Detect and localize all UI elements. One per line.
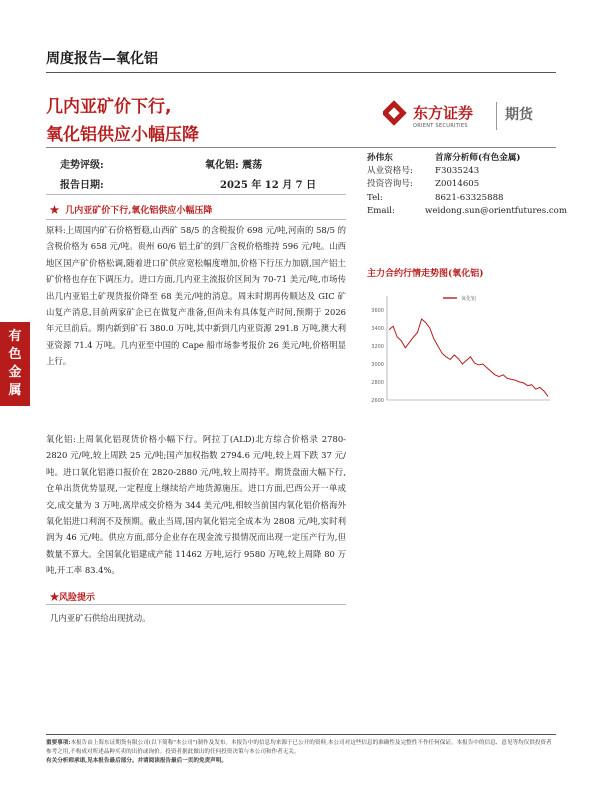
alumina-paragraph: 氧化铝:上周氧化铝现货价格小幅下行。阿拉丁(ALD)北方综合价格录 2780-2820 元/吨,较上周跌 25 元/吨;国产加权指数 2794.6 元/吨,较上周下跌 37 元/吨。进口氧化铝港口报价在 2820-2880 元/吨,较上周持平。期货盘面大幅下行,仓单出货优势显现,一定程度上继续给产地货源施压。进口方面,巴西公开一单成交,成交量为 3 万吨,离岸成交价格为 344 美元/吨,相较当前国内氧化铝价格海外氧化铝进口利润不及预期。截止当周,国内氧化铝完全成本为 2808 元/吨,实时利润为 46 元/吨。供应方面,部分企业存在现金流亏损情况而出现一定压产行为,但数量不算大。全国氧化铝建成产能 11462 万吨,运行 9580 万吨,较上周降 80 万吨,开工率 83.4%。 (46, 434, 346, 576)
y-tick-label: 3200 (371, 344, 384, 350)
risk-heading (50, 590, 95, 603)
side-tab-char: 色 (8, 347, 22, 362)
section-rule (46, 219, 346, 220)
logo-company-name: 东方证券 (413, 104, 474, 122)
logo-division: 期货 (505, 107, 533, 123)
side-tab-char: 金 (8, 365, 22, 380)
risk-title: 风险提示 (59, 593, 96, 603)
side-tab-char: 有 (8, 329, 22, 344)
cert-label: 从业资格号: (367, 166, 413, 177)
footer-label: 重要事项: (46, 740, 71, 746)
chart-title: 主力合约行情走势图(氧化铝) (367, 269, 484, 279)
date-label: 报告日期: (60, 180, 104, 191)
meta-rule (46, 194, 346, 195)
side-tab-char: 属 (8, 383, 22, 398)
logo-english-name: ORIENT SECURITIES (413, 123, 468, 129)
category-side-tab (0, 322, 30, 406)
star-icon: ★ (50, 206, 60, 216)
footer-divider (46, 734, 556, 735)
risk-rule (46, 604, 346, 605)
star-icon: ★ (50, 593, 60, 603)
legend-label: 氧化铝 (461, 296, 477, 302)
disclaimer-footer (46, 739, 556, 767)
y-tick-label: 3400 (371, 326, 384, 332)
chart-series-line (389, 319, 548, 396)
orient-logo-icon (383, 96, 573, 140)
advisory-label: 投资咨询号: (367, 179, 413, 190)
analyst-role: 首席分析师(有色金属) (435, 153, 521, 163)
report-date: 2025 年 12 月 7 日 (220, 180, 317, 191)
risk-text: 几内亚矿石供给出现扰动。 (50, 613, 151, 623)
y-tick-label: 3000 (371, 362, 384, 368)
main-title-line2: 氧化铝供应小幅压降 (46, 125, 199, 145)
analyst-name: 孙伟东 (367, 153, 393, 163)
company-logo (383, 96, 573, 140)
logo-divider (496, 102, 497, 130)
section-heading (50, 203, 212, 216)
price-chart-svg (365, 288, 565, 408)
cert-value: F3035243 (435, 166, 480, 177)
advisory-value: Z0014605 (435, 179, 480, 190)
y-tick-labels (371, 308, 384, 404)
report-type-title: 周度报告—氧化铝 (46, 51, 158, 67)
trend-label: 走势评级: (60, 160, 104, 171)
analyst-card (367, 152, 567, 218)
main-title-line1: 几内亚矿价下行, (46, 97, 172, 117)
y-tick-label: 2800 (371, 380, 384, 386)
footer-text: 本报告由上海东证期货有限公司(以下简称"本公司")制作及发布。本报告中的信息均来源于已公开的资料,本公司对这些信息的准确性及完整性不作任何保证。本报告中的信息、意见等均仅供投资者参考之用,不构成对所述品种买卖的出价或询价。投资者据此做出的任何投资决策与本公司和作者无关。 (46, 740, 552, 756)
raw-material-paragraph: 原料:上周国内矿石价格暂稳,山西矿 58/5 的含税报价 698 元/吨,河南的 58/5 的含税价格为 658 元/吨。贵州 60/6 铝土矿的到厂含税价格维持 596 元/吨。山西地区国产矿价格松调,随着进口矿供应宽松幅度增加,价格下行压力加剧,国产铝土矿价格也存在下调压力。进口方面,几内亚主流报价区间为 70-71 美元/吨,市场传出几内亚铝土矿现货报价降至 68 美元/吨的消息。周末时期再传顺达及 GIC 矿山复产消息,目前两家矿企已在做复产准备,但尚未有具体复产时间,预期于 2026 年元旦前后。期内新到矿石 380.0 万吨,其中新到几内亚资源 291.8 万吨,澳大利亚资源 71.4 万吨。几内亚至中国的 Cape 船市场参考报价 26 美元/吨,价格明显上行。 (46, 225, 346, 367)
tel-label: Tel: (367, 192, 383, 203)
header-divider (46, 72, 556, 73)
trend-value: 氧化铝: 震荡 (205, 160, 263, 171)
y-tick-label: 3600 (371, 308, 384, 314)
price-chart (365, 288, 565, 408)
tel-value: 8621-63325888 (435, 192, 504, 203)
section-title: 几内亚矿价下行,氧化铝供应小幅压降 (65, 206, 213, 216)
email-value[interactable]: weidong.sun@orientfutures.com (425, 205, 567, 216)
y-tick-label: 2600 (371, 398, 384, 404)
email-label: Email: (367, 205, 395, 216)
footer-last-line: 有关分析师承诺,见本报告最后部分。并请阅读报告最后一页的免责声明。 (46, 758, 227, 765)
title-rule (46, 147, 556, 148)
